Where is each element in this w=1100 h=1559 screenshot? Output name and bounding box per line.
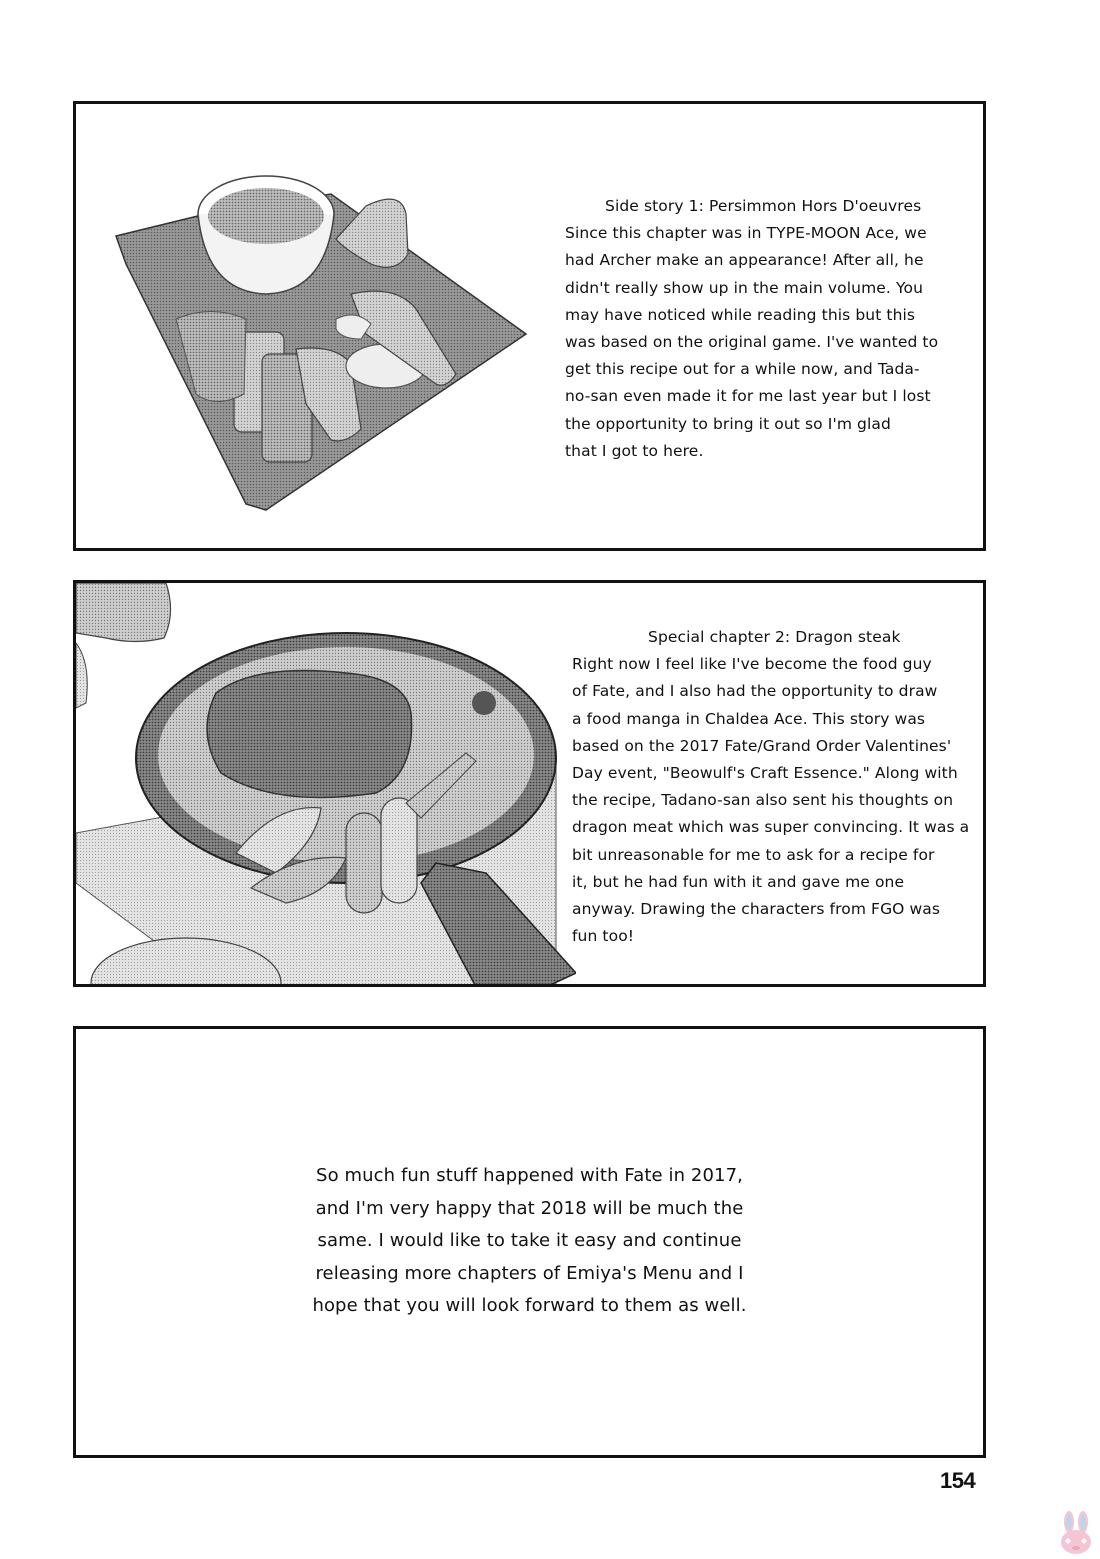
note-line: that I got to here. bbox=[565, 441, 704, 460]
dragon-steak-skillet-illustration bbox=[76, 583, 576, 987]
note-line: same. I would like to take it easy and continue bbox=[317, 1230, 742, 1251]
note-line: didn't really show up in the main volume. You bbox=[565, 278, 923, 297]
note-line: was based on the original game. I've wanted to bbox=[565, 333, 939, 352]
note-line: it, but he had fun with it and gave me one bbox=[572, 872, 905, 891]
note-line: of Fate, and I also had the opportunity to draw bbox=[572, 682, 938, 701]
note-line: Since this chapter was in TYPE-MOON Ace, we bbox=[565, 224, 927, 243]
note-line: hope that you will look forward to them as well. bbox=[312, 1295, 747, 1316]
page-number: 154 bbox=[940, 1468, 976, 1493]
note-line: based on the 2017 Fate/Grand Order Valentines' bbox=[572, 736, 952, 755]
note-line: a food manga in Chaldea Ace. This story was bbox=[572, 709, 926, 728]
note-line: releasing more chapters of Emiya's Menu and I bbox=[315, 1262, 744, 1284]
note-line: bit unreasonable for me to ask for a recipe for bbox=[572, 845, 935, 864]
panel-side-story-1 bbox=[73, 101, 986, 551]
note-line: Right now I feel like I've become the food guy bbox=[572, 655, 932, 674]
note-line: had Archer make an appearance! After all, he bbox=[565, 251, 924, 270]
persimmon-hors-doeuvres-plate-illustration bbox=[96, 144, 556, 524]
note-line: So much fun stuff happened with Fate in 2017, bbox=[316, 1165, 743, 1186]
note-line: the recipe, Tadano-san also sent his thoughts on bbox=[572, 791, 954, 810]
note-line: the opportunity to bring it out so I'm glad bbox=[565, 414, 891, 433]
panel-special-chapter-2 bbox=[73, 580, 986, 987]
special-chapter-2-title: Special chapter 2: Dragon steak bbox=[648, 628, 901, 646]
panel-closing-message bbox=[73, 1026, 986, 1458]
closing-message bbox=[76, 1160, 983, 1323]
note-line: and I'm very happy that 2018 will be much the bbox=[315, 1197, 744, 1219]
note-line: dragon meat which was super convincing. It was a bbox=[572, 818, 970, 837]
note-line: fun too! bbox=[572, 927, 635, 946]
note-line: may have noticed while reading this but this bbox=[565, 305, 916, 324]
note-line: no-san even made it for me last year but I lost bbox=[565, 387, 931, 406]
special-chapter-2-note bbox=[572, 624, 972, 950]
note-line: get this recipe out for a while now, and Tada- bbox=[565, 360, 920, 379]
note-line: Day event, "Beowulf's Craft Essence." Along with bbox=[572, 764, 958, 783]
side-story-1-title: Side story 1: Persimmon Hors D'oeuvres bbox=[605, 197, 922, 215]
note-line: anyway. Drawing the characters from FGO was bbox=[572, 900, 941, 919]
bunny-icon bbox=[1056, 1510, 1096, 1555]
side-story-1-note bbox=[565, 193, 945, 465]
